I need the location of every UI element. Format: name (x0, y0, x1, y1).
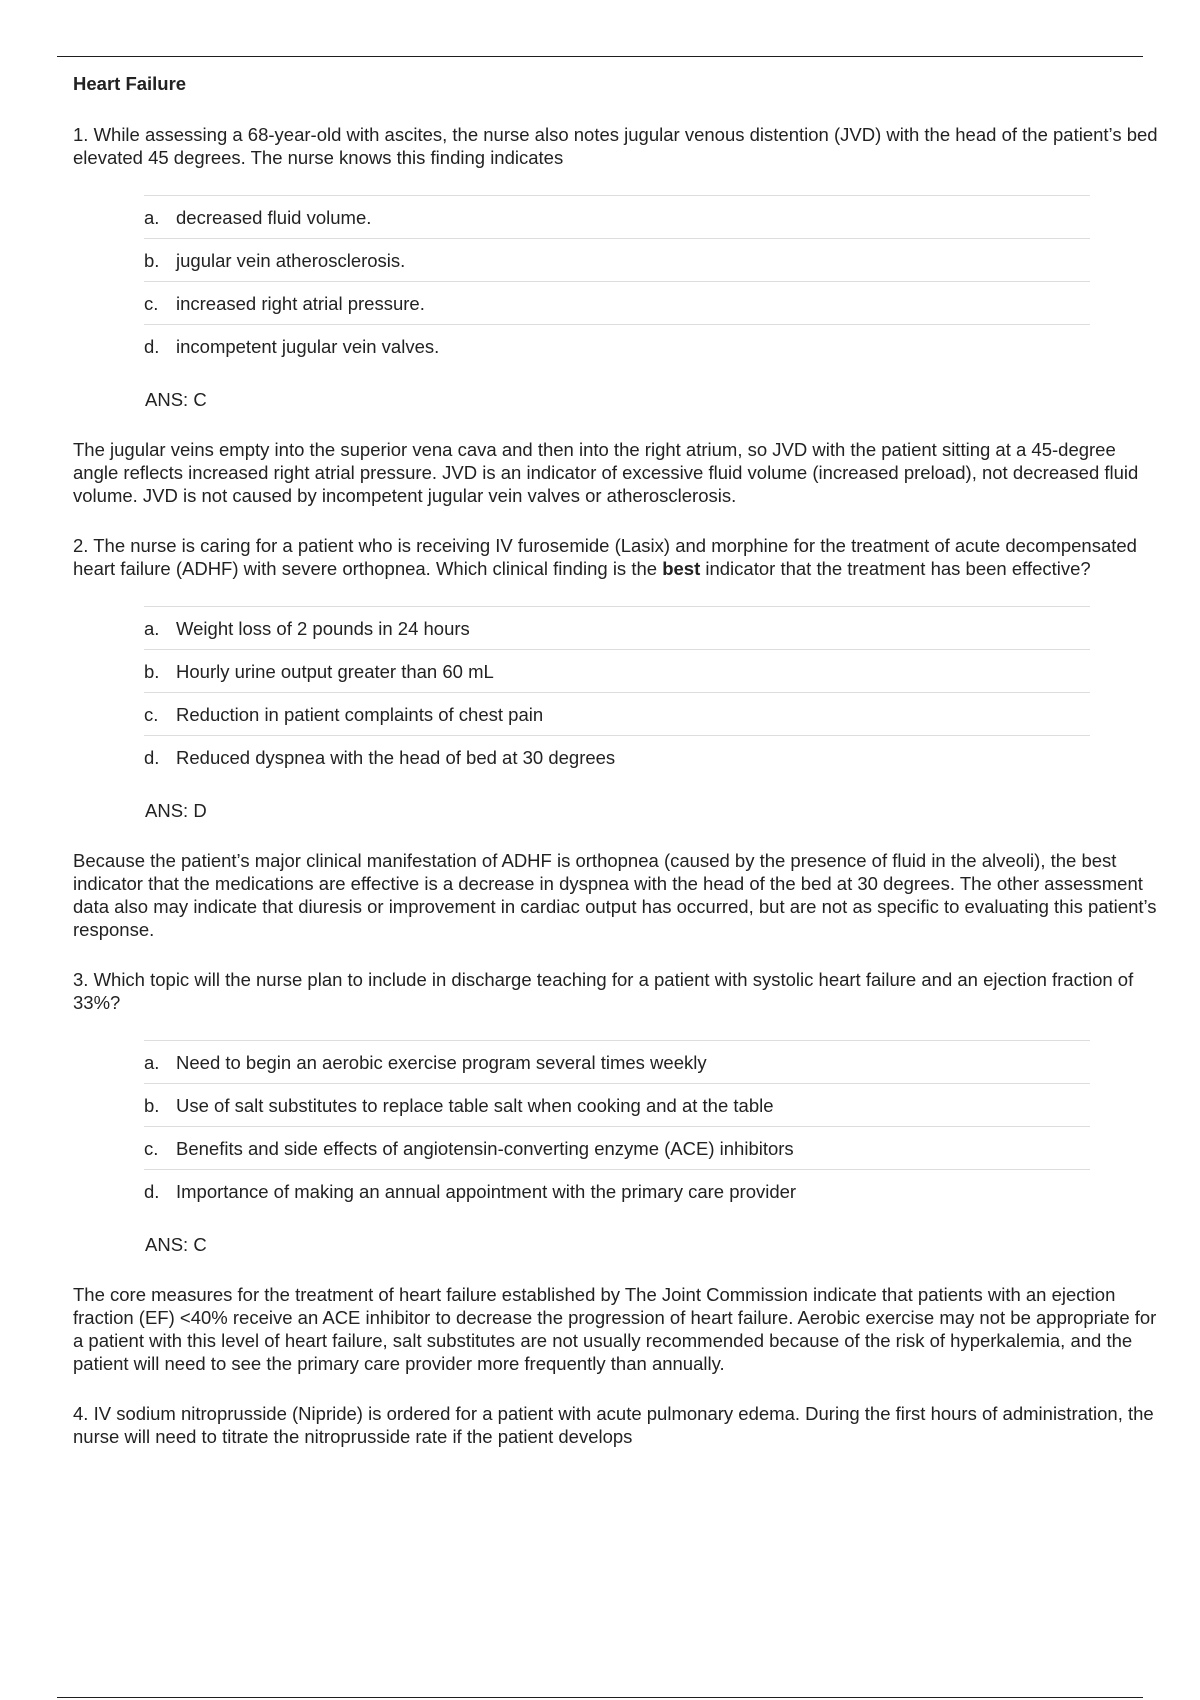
question-1-option-b (144, 238, 1090, 281)
page-title: Heart Failure (73, 73, 187, 94)
bottom-rule (57, 1697, 1143, 1698)
question-2-stem-emphasis: best (662, 558, 701, 579)
question-3-options (144, 1040, 1090, 1212)
option-letter: c. (144, 703, 159, 725)
question-3-rationale: The core measures for the treatment of heart failure established by The Joint Commission indicate that patients with an ejection fraction (EF) <40% receive an ACE inhibitor to decrease the progression of heart failure. Aerobic exercise may not be appropriate for a patient with this level of heart failure, salt substitutes are not usually recommended because of the risk of hyperkalemia, and the patient will need to see the primary care provider more frequently than annually. (73, 1284, 1157, 1374)
question-1-option-d (144, 324, 1090, 367)
option-text: Importance of making an annual appointment with the primary care provider (176, 1180, 797, 1202)
question-2-rationale: Because the patient’s major clinical manifestation of ADHF is orthopnea (caused by the presence of fluid in the alveoli), the best indicator that the medications are effective is a decrease in dyspnea with the head of the bed at 30 degrees. The other assessment data also may indicate that diuresis or improvement in cardiac output has occurred, but are not as specific to evaluating this patient’s response. (73, 850, 1157, 940)
question-1-rationale: The jugular veins empty into the superior vena cava and then into the right atrium, so JVD with the patient sitting at a 45-degree angle reflects increased right atrial pressure. JVD is an indicator of excessive fluid volume (increased preload), not decreased fluid volume. JVD is not caused by incompetent jugular vein valves or atherosclerosis. (73, 439, 1139, 506)
option-letter: c. (144, 292, 159, 314)
question-1-options (144, 195, 1090, 367)
question-2-stem (73, 507, 1163, 580)
option-text: Need to begin an aerobic exercise program several times weekly (176, 1051, 707, 1073)
question-2-option-b (144, 649, 1090, 692)
option-letter: a. (144, 1051, 160, 1073)
question-3-option-b (144, 1083, 1090, 1126)
question-2-answer: ANS: D (145, 800, 207, 821)
question-3-option-d (144, 1169, 1090, 1212)
question-2-option-c (144, 692, 1090, 735)
option-text: Reduction in patient complaints of chest pain (176, 703, 544, 725)
option-text: increased right atrial pressure. (176, 292, 425, 314)
question-4-stem: 4. IV sodium nitroprusside (Nipride) is ordered for a patient with acute pulmonary edema. During the first hours of administration, the nurse will need to titrate the nitroprusside rate if the patient develops (73, 1403, 1154, 1447)
option-letter: d. (144, 335, 160, 357)
question-3-answer: ANS: C (145, 1234, 207, 1255)
question-1-option-a (144, 195, 1090, 238)
question-3-option-c (144, 1126, 1090, 1169)
question-3-option-a (144, 1040, 1090, 1083)
option-letter: d. (144, 746, 160, 768)
option-text: Reduced dyspnea with the head of bed at 30 degrees (176, 746, 616, 768)
option-letter: b. (144, 1094, 160, 1116)
option-letter: a. (144, 206, 160, 228)
option-text: decreased fluid volume. (176, 206, 372, 228)
question-2-options (144, 606, 1090, 778)
question-1-answer: ANS: C (145, 389, 207, 410)
option-letter: b. (144, 249, 160, 271)
option-letter: d. (144, 1180, 160, 1202)
option-text: Weight loss of 2 pounds in 24 hours (176, 617, 470, 639)
question-2-option-d (144, 735, 1090, 778)
question-2-option-a (144, 606, 1090, 649)
option-text: Hourly urine output greater than 60 mL (176, 660, 494, 682)
question-2-stem-start: 2. The nurse is caring for a patient who is receiving IV furosemide (Lasix) and morphine for the treatment of acute decompensated heart failure (ADHF) with severe orthopnea. Which clinical finding is the (73, 535, 1137, 579)
option-text: jugular vein atherosclerosis. (176, 249, 406, 271)
question-1-stem: 1. While assessing a 68-year-old with ascites, the nurse also notes jugular venous distention (JVD) with the head of the patient’s bed elevated 45 degrees. The nurse knows this finding indicates (73, 124, 1158, 168)
option-letter: a. (144, 617, 160, 639)
top-rule (57, 56, 1143, 57)
option-text: Benefits and side effects of angiotensin-converting enzyme (ACE) inhibitors (176, 1137, 794, 1159)
option-letter: c. (144, 1137, 159, 1159)
question-2-stem-end: indicator that the treatment has been effective? (700, 558, 1091, 579)
question-1-option-c (144, 281, 1090, 324)
option-text: Use of salt substitutes to replace table salt when cooking and at the table (176, 1094, 774, 1116)
question-3-stem: 3. Which topic will the nurse plan to include in discharge teaching for a patient with systolic heart failure and an ejection fraction of 33%? (73, 969, 1134, 1013)
option-text: incompetent jugular vein valves. (176, 335, 440, 357)
document-body (73, 72, 1163, 1448)
option-letter: b. (144, 660, 160, 682)
